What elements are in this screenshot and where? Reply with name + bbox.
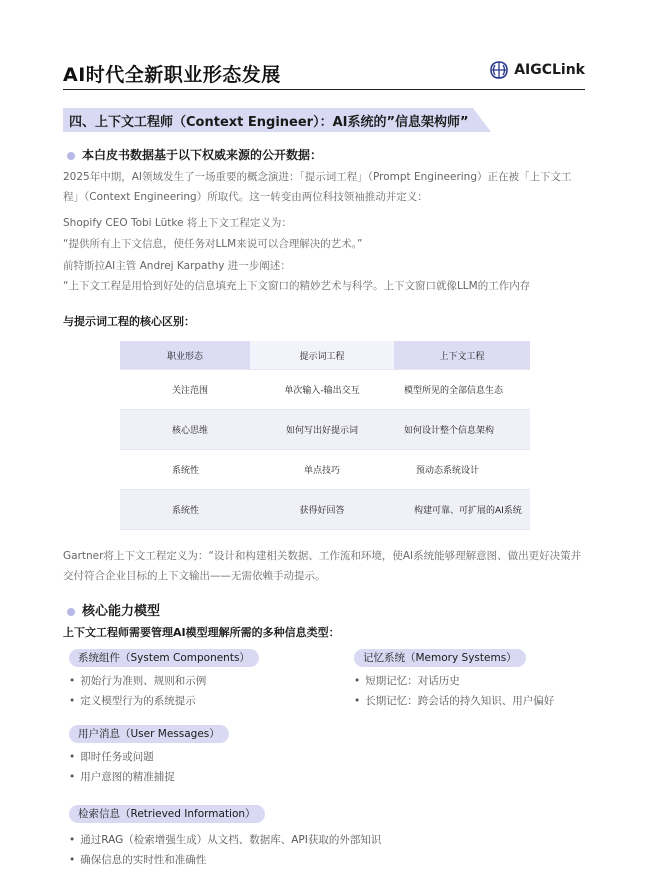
table-cell: 如何设计整个信息架构 (404, 426, 495, 436)
table-header-cell: 上下文工程 (394, 341, 530, 369)
list-item: • 通过RAG（检索增强生成）从文档、数据库、API获取的外部知识 (69, 832, 381, 847)
group-label-retrieved-information: 检索信息（Retrieved Information） (69, 805, 265, 823)
gartner-paragraph: Gartner将上下文工程定义为：“设计和构建相关数据、工作流和环境，使AI系统能够理解意图、做出更好决策并交付符合企业目标的上下文输出——无需依赖手动提示。 (63, 550, 582, 582)
brain-icon (489, 60, 509, 80)
group-label-memory-systems: 记忆系统（Memory Systems） (354, 649, 526, 667)
table-cell: 获得好回答 (299, 506, 345, 516)
table-cell: 单次输入-输出交互 (284, 386, 360, 396)
table-row (120, 490, 530, 530)
brand-logo (489, 60, 585, 80)
table-header-row (120, 341, 530, 370)
list-item: • 即时任务或问题 (69, 749, 154, 764)
capability-intro: 上下文工程师需要管理AI模型理解所需的多种信息类型： (63, 626, 340, 639)
table-row (120, 410, 530, 450)
document-title: AI时代全新职业形态发展 (63, 64, 281, 86)
bullet-dot-icon (67, 152, 75, 160)
bullet-dot-icon (67, 608, 75, 616)
table-row (120, 370, 530, 410)
table-cell: 预动态系统设计 (416, 466, 480, 476)
table-cell: 构建可靠、可扩展的AI系统 (414, 506, 522, 516)
list-item: • 长期记忆：跨会话的持久知识、用户偏好 (354, 693, 554, 708)
table-header-cell: 职业形态 (120, 341, 250, 369)
comparison-table (120, 341, 530, 530)
list-item: • 确保信息的实时性和准确性 (69, 852, 206, 867)
group-label-user-messages: 用户消息（User Messages） (69, 725, 229, 743)
list-item: • 用户意图的精准捕捉 (69, 769, 175, 784)
table-header-cell: 提示词工程 (250, 341, 394, 369)
sources-heading: 本白皮书数据基于以下权威来源的公开数据： (67, 146, 322, 163)
list-item: • 短期记忆：对话历史 (354, 673, 460, 688)
shopify-line: Shopify CEO Tobi Lütke 将上下文工程定义为： (63, 217, 292, 229)
group-label-system-components: 系统组件（System Components） (69, 649, 259, 667)
table-cell: 模型所见的全部信息生态 (404, 386, 504, 396)
intro-paragraph: 2025年中期，AI领域发生了一场重要的概念演进：「提示词工程」（Prompt Engineering）正在被「上下文工程」（Context Engineering）所取代。这一转变由两位科技领袖推动并定义： (63, 171, 572, 203)
karpathy-quote: “上下文工程是用恰到好处的信息填充上下文窗口的精妙艺术与科学。上下文窗口就像LLM的工作内存 (63, 280, 531, 292)
page-header (63, 58, 585, 90)
table-row (120, 450, 530, 490)
table-cell: 核心思维 (172, 426, 209, 436)
comparison-heading: 与提示词工程的核心区别： (63, 315, 195, 328)
list-item: • 初始行为准则、规则和示例 (69, 673, 206, 688)
table-cell: 系统性 (172, 506, 200, 516)
section-title: 四、上下文工程师（Context Engineer）：AI系统的”信息架构师” (69, 115, 469, 130)
table-cell: 单点技巧 (303, 466, 340, 476)
capability-heading: 核心能力模型 (67, 600, 160, 619)
table-cell: 如何写出好提示词 (285, 426, 358, 436)
karpathy-line: 前特斯拉AI主管 Andrej Karpathy 进一步阐述： (63, 260, 291, 272)
shopify-quote: “提供所有上下文信息，使任务对LLM来说可以合理解决的艺术。” (63, 238, 363, 250)
table-cell: 系统性 (172, 466, 200, 476)
table-cell: 关注范围 (172, 386, 209, 396)
list-item: • 定义模型行为的系统提示 (69, 693, 196, 708)
section-banner (63, 108, 491, 132)
brand-name: AIGCLink (514, 62, 585, 78)
